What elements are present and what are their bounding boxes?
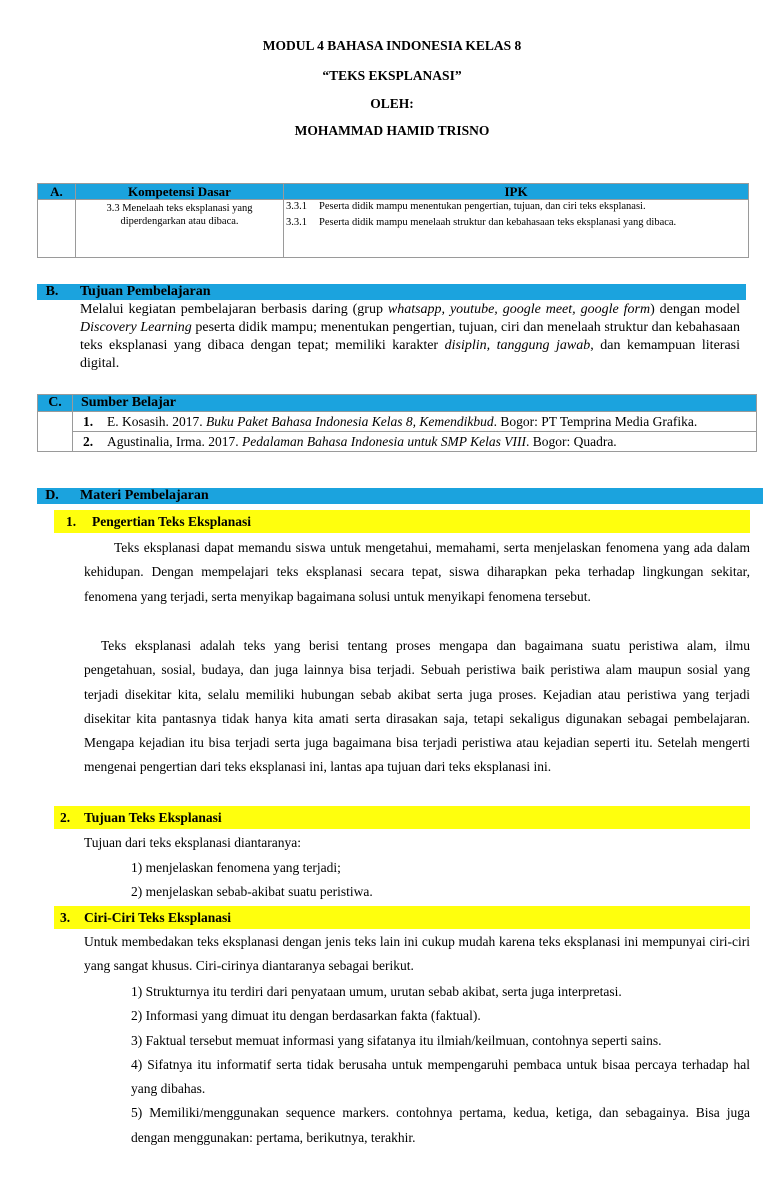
subsection-2-header: 2. Tujuan Teks Eksplanasi [54,806,750,829]
list-item: 5) Memiliki/menggunakan sequence markers. contohnya pertama, kedua, ketiga, dan sebagainya. Bisa juga dengan menggunakan: pertama, berikutnya, terakhir. [131,1105,750,1145]
kd-text: 3.3 Menelaah teks eksplanasi yang diperdengarkan atau dibaca. [76,200,284,258]
section-d-header [37,488,763,504]
empty-cell [38,200,76,258]
list-item: 4) Sifatnya itu informatif serta tidak berusaha untuk mempengaruhi pembaca untuk bisaa percaya terhadap hal yang dibahas. [131,1056,750,1097]
source-item: 1. E. Kosasih. 2017. Buku Paket Bahasa Indonesia Kelas 8, Kemendikbud. Bogor: PT Temprina Media Grafika. [73,412,757,432]
list-item: 3) Faktual tersebut memuat informasi yang sifatanya itu ilmiah/keilmuan, contohnya seperti sains. [131,1032,662,1048]
section-a-letter: A. [38,184,76,200]
learning-sources-table [37,394,757,452]
section-d-title: Materi Pembelajaran [80,488,209,503]
ipk-list [284,200,749,258]
section-c-letter: C. [38,395,73,412]
list-item: 1) Strukturnya itu terdiri dari penyataan umum, urutan sebab akibat, serta juga interpretasi. [131,984,622,999]
section-c-title: Sumber Belajar [73,395,757,412]
characteristics-list [131,980,750,1150]
paragraph: Teks eksplanasi dapat memandu siswa untuk mengetahui, memahami, serta menjelaskan fenomena yang ada dalam kehidupan. Dengan mempelajari teks eksplanasi secara tepat, siswa diharapkan peka terhadap lingkungan sekitar, fenomena yang terjadi, serta menyikap bagaimana solusi untuk menyikapi fenomena tersebut. [84,540,750,604]
list-item: 2) menjelaskan sebab-akibat suatu peristiwa. [131,884,373,900]
ipk-item: 3.3.1 Peserta didik mampu menentukan pengertian, tujuan, dan ciri teks eksplanasi. [286,201,646,212]
section-d-letter: D. [45,488,59,503]
empty-cell [38,412,73,452]
section-b-header [37,284,746,300]
list-item: 2) Informasi yang dimuat itu dengan berdasarkan fakta (faktual). [131,1008,481,1024]
list-item: 1) menjelaskan fenomena yang terjadi; [131,860,341,875]
learning-objective-text: Melalui kegiatan pembelajaran berbasis daring (grup whatsapp, youtube, google meet, google form) dengan model Discovery Learning peserta didik mampu; menentukan pengertian, tujuan, ciri dan menelaah struktur dan kebahasaan teks eksplanasi yang dibaca dengan tepat; memiliki karakter disiplin, tanggung jawab, dan kemampuan literasi digital. [80,302,741,371]
section-b-letter: B. [45,284,59,299]
purpose-list [131,856,750,905]
paragraph: Tujuan dari teks eksplanasi diantaranya: [84,835,301,850]
section-b-title: Tujuan Pembelajaran [80,284,211,299]
author-label: OLEH: [370,96,414,111]
ipk-item: 3.3.1 Peserta didik mampu menelaah struktur dan kebahasaan teks eksplanasi yang dibaca. [286,217,677,228]
author-name: MOHAMMAD HAMID TRISNO [294,123,490,138]
module-title: MODUL 4 BAHASA INDONESIA KELAS 8 [262,38,522,53]
paragraph: Teks eksplanasi adalah teks yang berisi tentang proses mengapa dan bagaimana suatu peristiwa alam, ilmu pengetahuan, sosial, budaya, dan juga lainnya bisa terjadi. Sebuah peristiwa baik peristiwa alam maupun sosial yang terjadi disekitar kita, selalu memiliki hubungan sebab akibat serta juga proses. Kejadian atau peristiwa yang terjadi disekitar kita pantasnya tidak hanya kita amati serta dirasakan saja, tetapi sekaligus digunakan sebagai pembelajaran. Mengapa kejadian itu bisa terjadi serta juga bagaimana bisa terjadi peristiwa atau kejadian seperti itu. Setelah mengerti mengenai pengertian dari teks eksplanasi ini, lantas apa tujuan dari teks eksplanasi ini. [84,638,750,775]
subsection-3-header: 3. Ciri-Ciri Teks Eksplanasi [54,906,750,929]
ipk-header: IPK [284,184,749,200]
text-type-title: “TEKS EKSPLANASI” [322,68,462,83]
source-item: 2. Agustinalia, Irma. 2017. Pedalaman Bahasa Indonesia untuk SMP Kelas VIII. Bogor: Quadra. [73,432,757,452]
paragraph: Untuk membedakan teks eksplanasi dengan jenis teks lain ini cukup mudah karena teks eksplanasi ini mempunyai ciri-ciri yang sangat khusus. Ciri-cirinya diantaranya sebagai berikut. [84,934,750,974]
kd-header: Kompetensi Dasar [76,184,284,200]
competency-table [37,183,749,258]
subsection-1-header: 1. Pengertian Teks Eksplanasi [54,510,750,533]
